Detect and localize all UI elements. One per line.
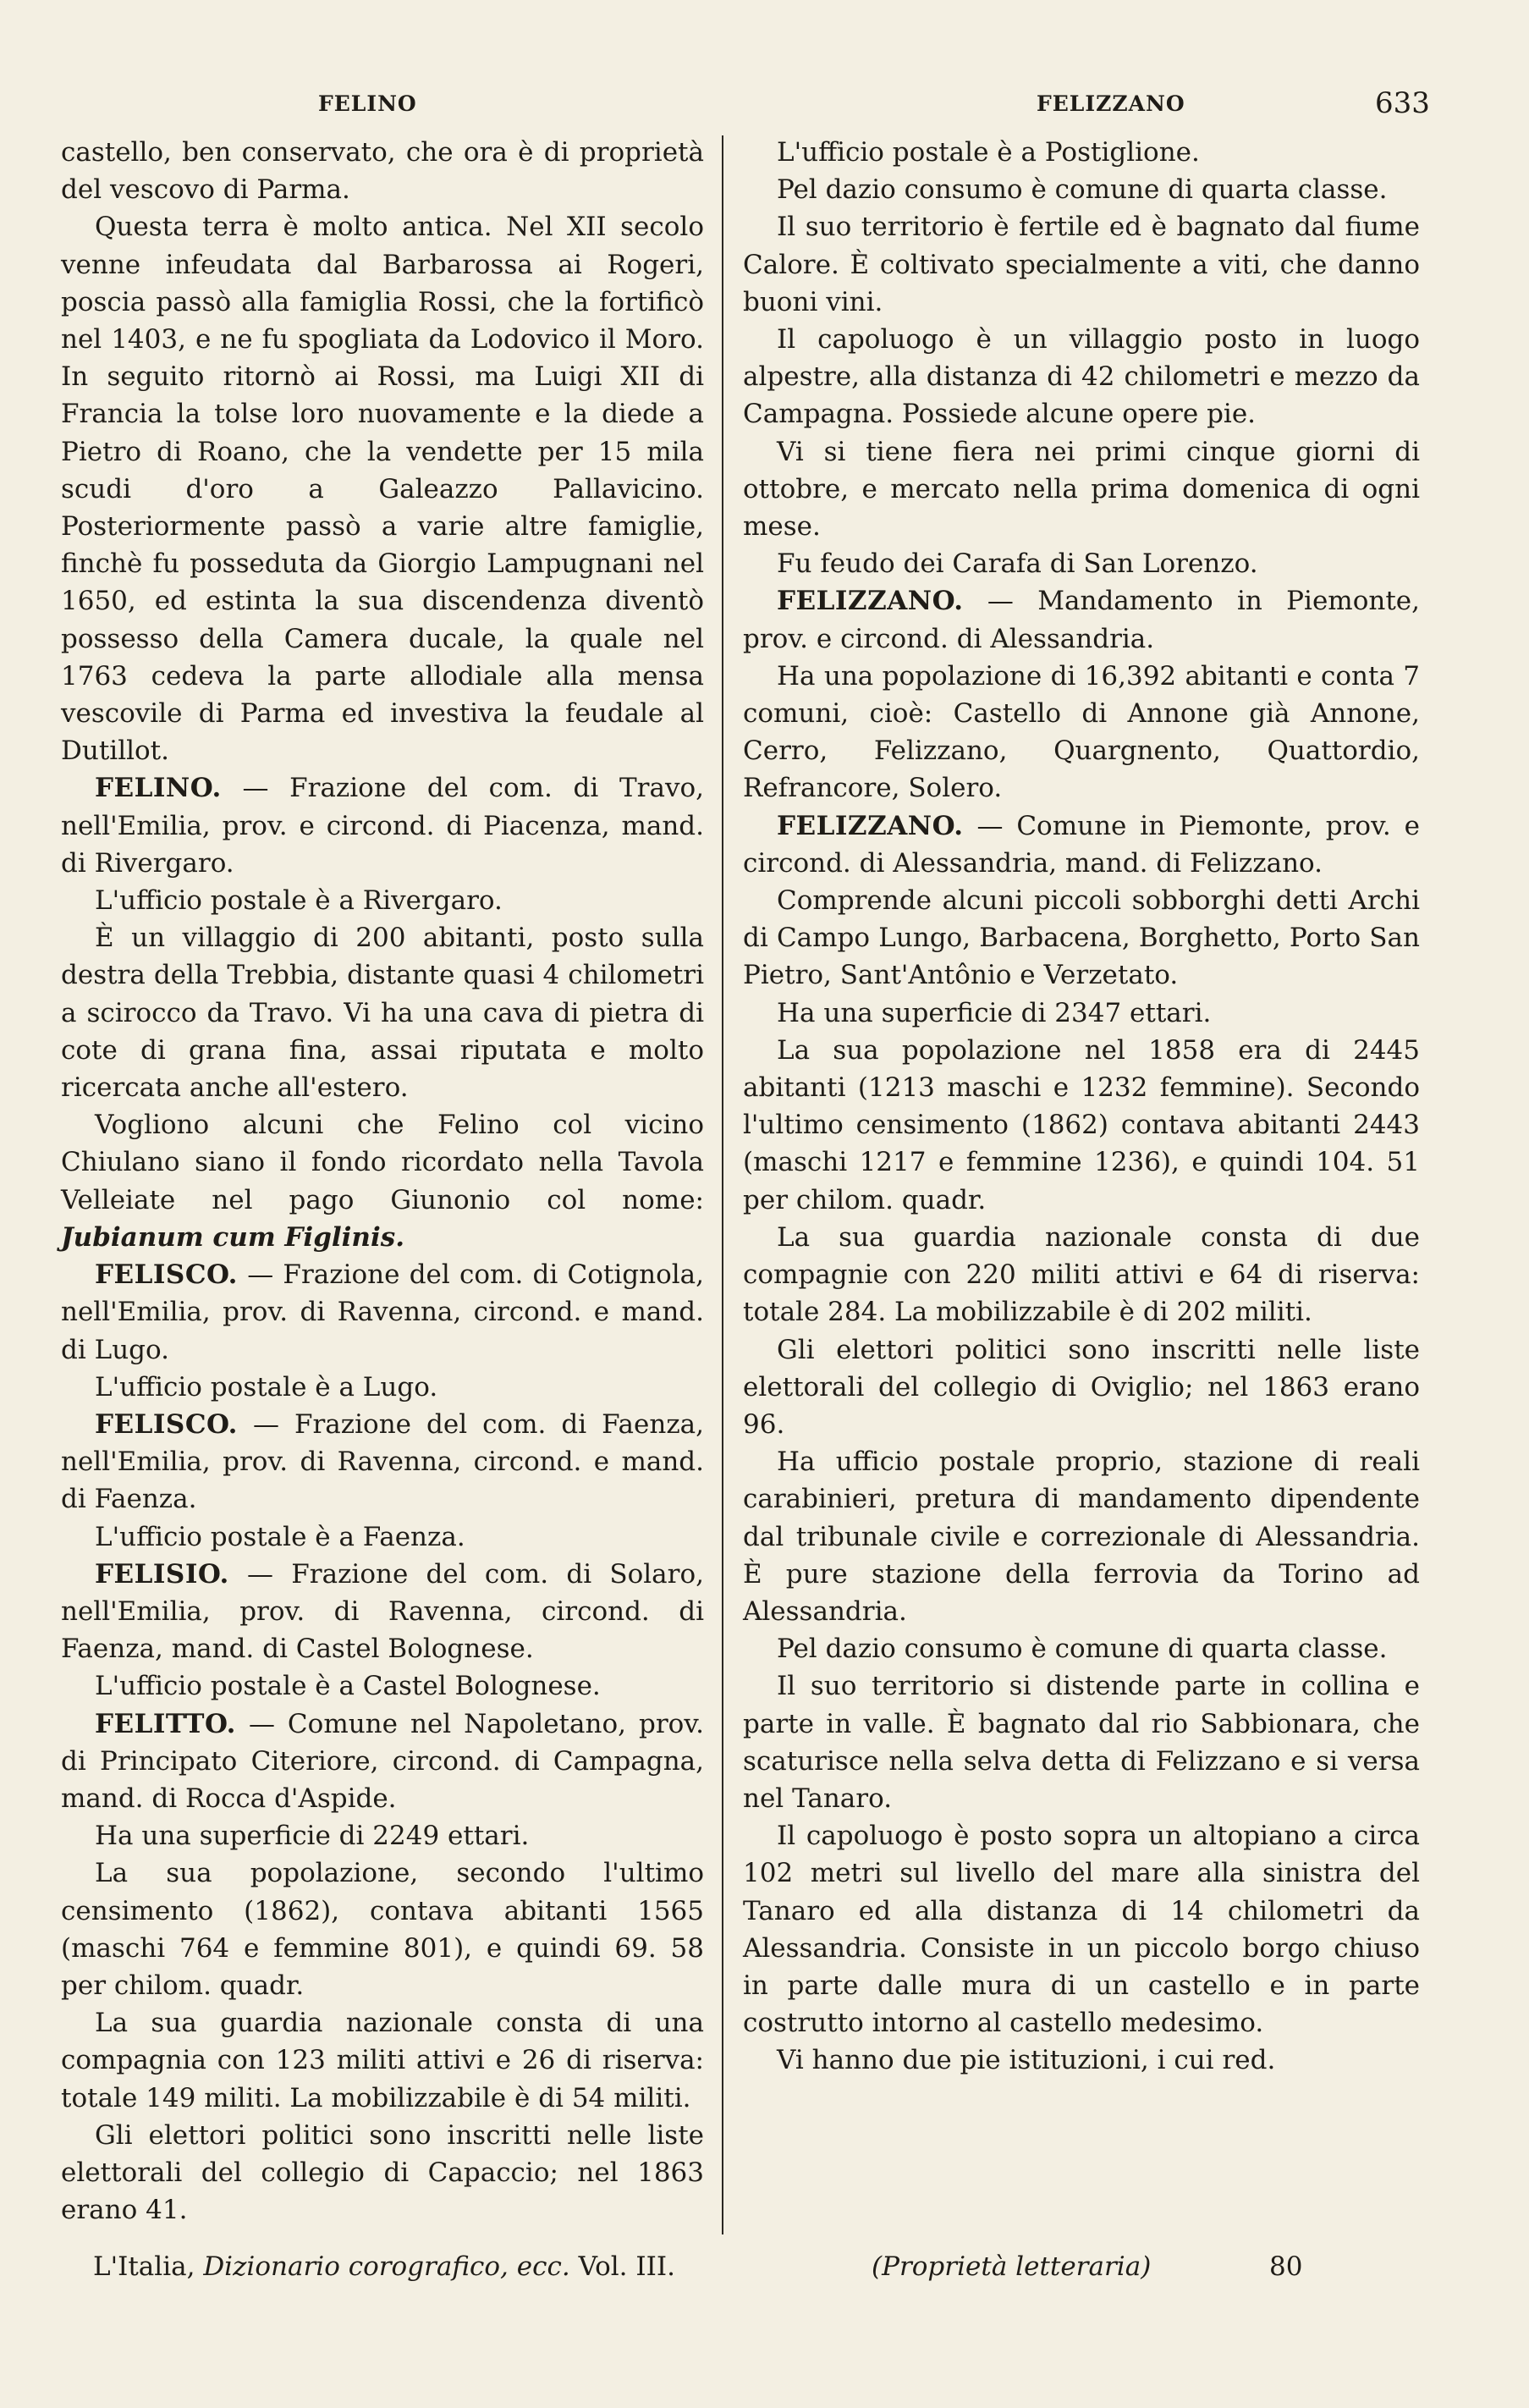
right-column [743,134,1420,2080]
paragraph-text: Comprende alcuni piccoli sobborghi detti Archi di Campo Lungo, Barbacena, Borghetto, Porto San Pietro, Sant'Antônio e Verzetato. [743,885,1420,991]
dictionary-entry [743,807,1420,882]
footer-rights: (Proprietà letteraria) [872,2251,1152,2282]
entry-headword: FELITTO. [95,1708,236,1739]
footer-volume: Vol. III. [578,2251,675,2282]
paragraph-text: È un villaggio di 200 abitanti, posto sulla destra della Trebbia, distante quasi 4 chilometri a scirocco da Travo. Vi ha una cava di pietra di cote di grana fina, assai riputata e molto ricercata anche all'estero. [61,923,704,1104]
paragraph-text: Ha una superficie di 2347 ettari. [777,997,1212,1028]
left-running-head: FELINO [318,91,417,116]
paragraph-text: La sua guardia nazionale consta di due compagnie con 220 militi attivi e 64 di riserva: totale 284. La mobilizzabile è di 202 militi. [743,1221,1420,1328]
paragraph [743,208,1420,321]
paragraph [743,1817,1420,2042]
italic-citation: Jubianum cum Figlinis. [61,1221,404,1253]
paragraph [743,1032,1420,1219]
entry-definition: — Comune nel Napoletano, prov. di Principato Citeriore, circond. di Campagna, mand. di Rocca d'Aspide. [61,1708,704,1814]
paragraph-text: Vogliono alcuni che Felino col vicino Chiulano siano il fondo ricordato nella Tavola Velleiate nel pago Giunonio col nome: [61,1110,704,1215]
entry-headword: FELISCO. [95,1259,238,1291]
paragraph-text: La sua popolazione, secondo l'ultimo censimento (1862), contava abitanti 1565 (maschi 764 e femmine 801), e quindi 69. 58 per chilom. quadr. [61,1858,704,2001]
dictionary-entry [61,1406,704,1518]
dictionary-entry [61,1705,704,1818]
paragraph [743,1331,1420,1444]
dictionary-entry [61,1556,704,1668]
paragraph-text: Vi si tiene fiera nei primi cinque giorni di ottobre, e mercato nella prima domenica di ogni mese. [743,436,1420,543]
paragraph [743,658,1420,807]
page-footer [0,2251,1529,2294]
right-running-head: FELIZZANO [1037,91,1185,116]
entry-definition: — Comune in Piemonte, prov. e circond. di Alessandria, mand. di Felizzano. [743,810,1420,879]
entry-headword: FELIZZANO. [777,810,964,841]
running-header [0,86,1529,134]
paragraph-text: Pel dazio consumo è comune di quarta classe. [777,1634,1388,1665]
paragraph-text: Il suo territorio è fertile ed è bagnato dal fiume Calore. È coltivato specialmente a viti, che danno buoni vini. [743,212,1420,317]
paragraph [743,882,1420,995]
paragraph [743,433,1420,546]
page-number: 633 [1375,86,1430,120]
paragraph-text: Il capoluogo è posto sopra un altopiano a circa 102 metri sul livello del mare alla sinistra del Tanaro ed alla distanza di 14 chilometri da Alessandria. Consiste in un piccolo borgo chiuso in parte dalle mura di un castello e in parte costrutto intorno al castello medesimo. [743,1821,1420,2039]
entry-headword: FELISCO. [95,1408,238,1440]
paragraph-text: Gli elettori politici sono inscritti nelle liste elettorali del collegio di Capaccio; nel 1863 erano 41. [61,2119,704,2226]
paragraph [743,171,1420,208]
paragraph-text: castello, ben conservato, che ora è di proprietà del vescovo di Parma. [61,137,704,206]
paragraph-text: L'ufficio postale è a Rivergaro. [95,885,503,917]
column-divider [722,135,723,2234]
footer-prefix: L'Italia, [93,2251,195,2282]
paragraph [743,134,1420,171]
entry-definition: — Frazione del com. di Travo, nell'Emilia, prov. e circond. di Piacenza, mand. di Rivergaro. [61,773,704,879]
paragraph-text: Ha una superficie di 2249 ettari. [95,1821,530,1852]
continued-paragraph [61,134,704,208]
footer-title: Dizionario corografico, ecc. [203,2251,570,2282]
paragraph-text: Ha ufficio postale proprio, stazione di reali carabinieri, pretura di mandamento dipendente dal tribunale civile e correzionale di Alessandria. È pure stazione della ferrovia da Torino ad Alessandria. [743,1446,1420,1627]
paragraph [61,208,704,769]
entry-headword: FELINO. [95,773,222,804]
paragraph [743,1667,1420,1817]
paragraph-text: L'ufficio postale è a Faenza. [95,1521,465,1552]
paragraph-text: Pel dazio consumo è comune di quarta classe. [777,174,1388,206]
paragraph [743,1219,1420,1331]
paragraph [61,1817,704,1854]
entry-headword: FELIZZANO. [777,586,964,617]
paragraph [743,321,1420,433]
paragraph [61,882,704,919]
paragraph-text: Questa terra è molto antica. Nel XII secolo venne infeudata dal Barbarossa ai Rogeri, poscia passò alla famiglia Rossi, che la fortificò nel 1403, e ne fu spogliata da Lodovico il Moro. In seguito ritornò ai Rossi, ma Luigi XII di Francia la tolse loro nuovamente e la diede a Pietro di Roano, che la vendette per 15 mila scudi d'oro a Galeazzo Pallavicino. Posteriormente passò a varie altre famiglie, finchè fu posseduta da Giorgio Lampugnani nel 1650, ed estinta la sua discendenza diventò possesso della Camera ducale, la quale nel 1763 cedeva la parte allodiale alla mensa vescovile di Parma ed investiva la feudale al Dutillot. [61,212,704,767]
paragraph [61,1667,704,1705]
paragraph-text: L'ufficio postale è a Lugo. [95,1371,438,1402]
entry-definition: — Mandamento in Piemonte, prov. e circond. di Alessandria. [743,586,1420,654]
paragraph [61,1369,704,1406]
entry-definition: — Frazione del com. di Faenza, nell'Emilia, prov. di Ravenna, circond. e mand. di Faenza. [61,1408,704,1515]
paragraph [61,1106,704,1256]
footer-signature: 80 [1269,2251,1303,2282]
paragraph-text: La sua guardia nazionale consta di una compagnia con 123 militi attivi e 26 di riserva: totale 149 militi. La mobilizzabile è di 54 militi. [61,2008,704,2113]
entry-headword: FELISIO. [95,1558,229,1590]
dictionary-entry [61,1256,704,1369]
paragraph [743,2042,1420,2079]
paragraph-text: Fu feudo dei Carafa di San Lorenzo. [777,548,1258,580]
paragraph [743,995,1420,1032]
entry-definition: — Frazione del com. di Cotignola, nell'Emilia, prov. di Ravenna, circond. e mand. di Lugo. [61,1259,704,1365]
paragraph [743,545,1420,582]
dictionary-entry [743,582,1420,657]
entry-definition: — Frazione del com. di Solaro, nell'Emilia, prov. di Ravenna, circond. di Faenza, mand. di Castel Bolognese. [61,1558,704,1665]
paragraph [61,2117,704,2229]
paragraph [743,1443,1420,1630]
paragraph-text: Ha una popolazione di 16,392 abitanti e conta 7 comuni, cioè: Castello di Annone già Annone, Cerro, Felizzano, Quargnento, Quattordio, Refrancore, Solero. [743,660,1420,804]
footer-publication [93,2251,675,2282]
paragraph-text: Il capoluogo è un villaggio posto in luogo alpestre, alla distanza di 42 chilometri e mezzo da Campagna. Possiede alcune opere pie. [743,324,1420,430]
paragraph-text: L'ufficio postale è a Castel Bolognese. [95,1671,601,1702]
paragraph-text: Gli elettori politici sono inscritti nelle liste elettorali del collegio di Oviglio; nel 1863 erano 96. [743,1334,1420,1440]
dictionary-entry [61,769,704,882]
paragraph [61,2004,704,2117]
paragraph [61,1854,704,2004]
paragraph [743,1630,1420,1667]
paragraph-text: Vi hanno due pie istituzioni, i cui red. [777,2045,1276,2076]
paragraph-text: Il suo territorio si distende parte in collina e parte in valle. È bagnato dal rio Sabbionara, che scaturisce nella selva detta di Felizzano e si versa nel Tanaro. [743,1671,1420,1814]
paragraph [61,919,704,1106]
paragraph [61,1518,704,1556]
paragraph-text: La sua popolazione nel 1858 era di 2445 abitanti (1213 maschi e 1232 femmine). Secondo l'ultimo censimento (1862) contava abitanti 2443 (maschi 1217 e femmine 1236), e quindi 104. 51 per chilom. quadr. [743,1034,1420,1215]
left-column [61,134,704,2229]
paragraph-text: L'ufficio postale è a Postiglione. [777,137,1200,168]
